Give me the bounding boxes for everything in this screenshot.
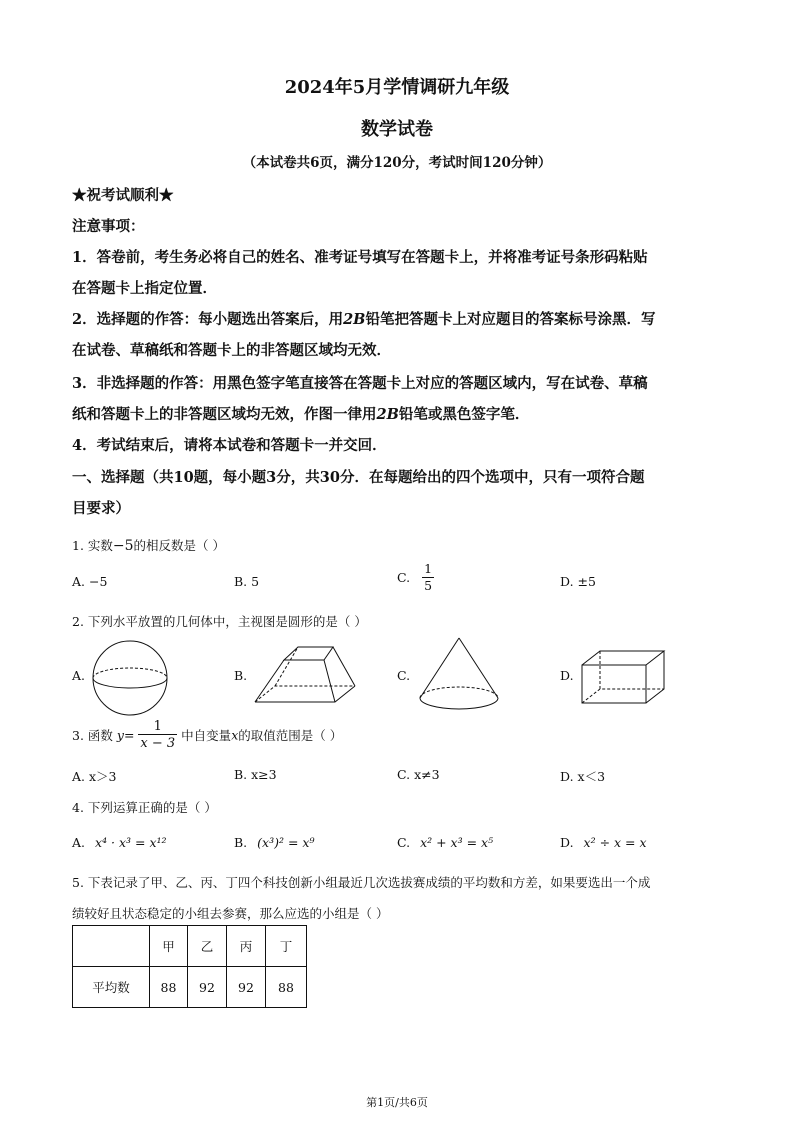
q1-option-b[interactable]: B. 5 bbox=[234, 574, 260, 589]
question-2-stem: 2. 下列水平放置的几何体中，主视图是圆形的是（ ） bbox=[72, 614, 367, 629]
cuboid-icon bbox=[580, 649, 666, 705]
table-row bbox=[73, 967, 307, 1008]
section-heading-line-1: 一、选择题（共10题，每小题3分，共30分．在每题给出的四个选项中，只有一项符合题 bbox=[72, 469, 645, 486]
q4-option-b[interactable]: B. (x³)² = x⁹ bbox=[234, 835, 315, 850]
q2-option-a[interactable]: A. bbox=[72, 668, 86, 683]
greeting: ★祝考试顺利★ bbox=[72, 187, 174, 204]
q3-option-d[interactable]: D. x＜3 bbox=[560, 769, 606, 784]
scores-table bbox=[72, 925, 307, 1008]
notice-heading: 注意事项： bbox=[72, 218, 145, 235]
question-3-stem: 3. 函数 y= $\frac{1}{x - 3}$ 中自变量x的取值范围是（ ） bbox=[72, 719, 343, 751]
notice-2-line-2: 在试卷、草稿纸和答题卡上的非答题区域均无效． bbox=[72, 342, 391, 359]
question-5-stem-line-1: 5. 下表记录了甲、乙、丙、丁四个科技创新小组最近几次选拔赛成绩的平均数和方差，如果要选出一个成 bbox=[72, 875, 651, 890]
exam-subtitle: 数学试卷 bbox=[361, 119, 433, 140]
table-header-cell: 丙 bbox=[227, 926, 266, 967]
q2-option-d[interactable]: D. bbox=[560, 668, 574, 683]
notice-3-line-2: 纸和答题卡上的非答题区域均无效，作图一律用2B铅笔或黑色签字笔． bbox=[72, 406, 530, 423]
table-cell: 平均数 bbox=[73, 967, 150, 1008]
table-cell: 92 bbox=[188, 967, 227, 1008]
question-5-stem-line-2: 绩较好且状态稳定的小组去参赛，那么应选的小组是（ ） bbox=[72, 906, 389, 921]
q4-option-c[interactable]: C. x² + x³ = x⁵ bbox=[397, 835, 494, 850]
notice-2-line-1: 2．选择题的作答：每小题选出答案后，用2B铅笔把答题卡上对应题目的答案标号涂黑．写 bbox=[72, 311, 656, 328]
notice-3-line-1: 3．非选择题的作答：用黑色签字笔直接答在答题卡上对应的答题区域内，写在试卷、草稿 bbox=[72, 375, 648, 392]
pencil-grade: 2B bbox=[343, 311, 366, 328]
notice-1-line-1: 1．答卷前，考生务必将自己的姓名、准考证号填写在答题卡上，并将准考证号条形码粘贴 bbox=[72, 249, 648, 266]
q1-option-c[interactable]: C. $\frac{1}{5}$ bbox=[397, 561, 433, 593]
notice-4: 4．考试结束后，请将本试卷和答题卡一并交回． bbox=[72, 437, 387, 454]
table-cell: 88 bbox=[150, 967, 188, 1008]
question-4-stem: 4. 下列运算正确的是（ ） bbox=[72, 800, 217, 815]
table-header-cell: 乙 bbox=[188, 926, 227, 967]
q3-option-b[interactable]: B. x≥3 bbox=[234, 767, 277, 782]
frustum-icon bbox=[253, 644, 359, 704]
exam-title: 2024年5月学情调研九年级 bbox=[284, 77, 510, 98]
table-cell: 92 bbox=[227, 967, 266, 1008]
q1-option-d[interactable]: D. ±5 bbox=[560, 574, 596, 589]
notice-1-line-2: 在答题卡上指定位置． bbox=[72, 280, 217, 297]
question-1-stem: 1. 实数−5的相反数是（ ） bbox=[72, 538, 226, 554]
q3-option-a[interactable]: A. x＞3 bbox=[72, 769, 117, 784]
table-header-cell: 甲 bbox=[150, 926, 188, 967]
pencil-grade: 2B bbox=[376, 406, 399, 423]
q2-option-b[interactable]: B. bbox=[234, 668, 248, 683]
section-heading-line-2: 目要求） bbox=[72, 500, 130, 517]
cone-icon bbox=[418, 636, 500, 712]
page-footer: 第1页/共6页 bbox=[366, 1096, 428, 1109]
q4-option-a[interactable]: A. x⁴ · x³ = x¹² bbox=[72, 835, 167, 850]
table-header-cell bbox=[73, 926, 150, 967]
exam-info: （本试卷共6页，满分120分，考试时间120分钟） bbox=[242, 155, 552, 171]
q3-option-c[interactable]: C. x≠3 bbox=[397, 767, 440, 782]
table-cell: 88 bbox=[266, 967, 307, 1008]
table-header-cell: 丁 bbox=[266, 926, 307, 967]
q4-option-d[interactable]: D. x² ÷ x = x bbox=[560, 835, 647, 850]
q1-option-a[interactable]: A. −5 bbox=[72, 574, 108, 589]
q2-option-c[interactable]: C. bbox=[397, 668, 411, 683]
table-header-row bbox=[73, 926, 307, 967]
sphere-icon bbox=[90, 639, 170, 719]
